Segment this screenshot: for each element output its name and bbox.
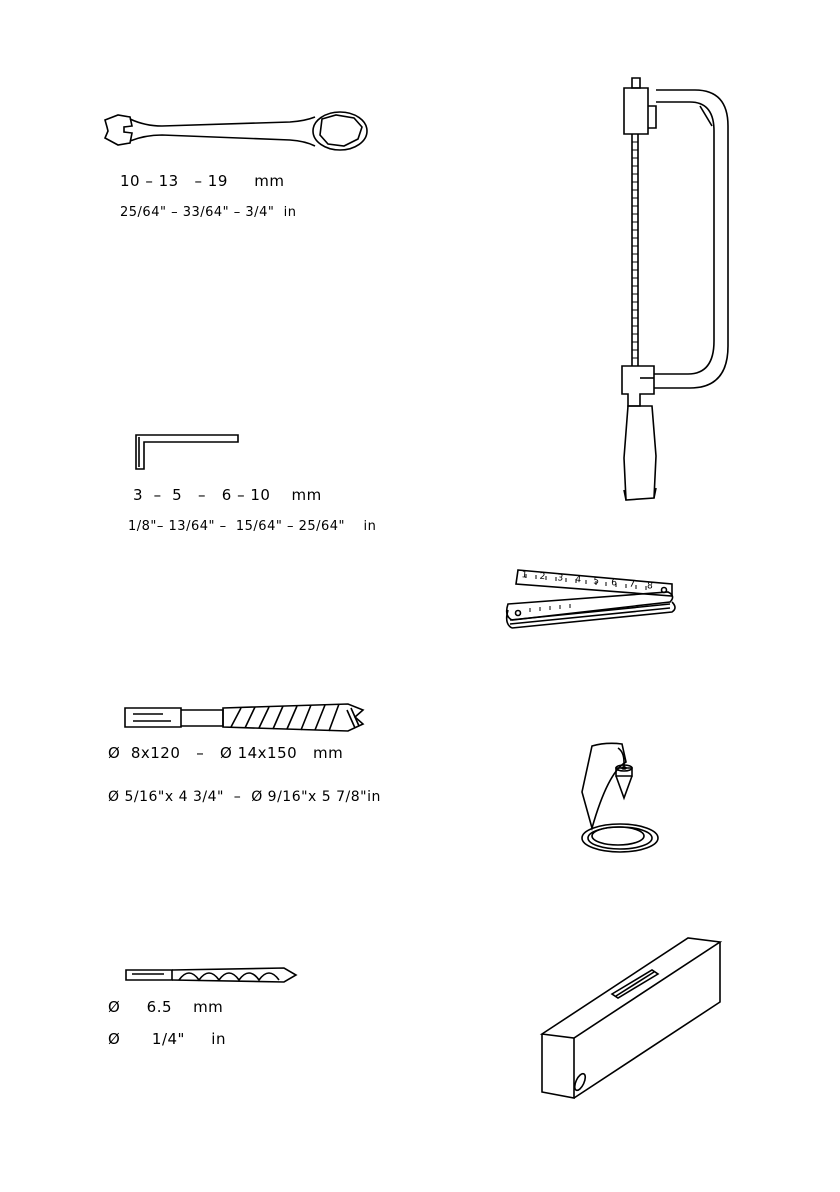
drill-bit-imperial-size: Ø 1/4" in xyxy=(108,1030,226,1048)
wrench-imperial-sizes: 25/64" – 33/64" – 3/4" in xyxy=(120,205,297,220)
masonry-bit-imperial-sizes: Ø 5/16"x 4 3/4" – Ø 9/16"x 5 7/8"in xyxy=(108,789,381,805)
ruler-mark: 4 xyxy=(574,574,582,586)
hacksaw-icon xyxy=(610,76,732,504)
ruler-mark: 5 xyxy=(592,576,600,587)
hex-key-imperial-sizes: 1/8"– 13/64" – 15/64" – 25/64" in xyxy=(128,519,377,534)
ruler-mark: 1 xyxy=(521,570,528,581)
masonry-drill-bit-icon xyxy=(123,700,368,735)
ruler-mark: 8 xyxy=(646,581,654,592)
ruler-mark: 2 xyxy=(539,571,546,583)
hex-key-metric-sizes: 3 – 5 – 6 – 10 mm xyxy=(133,486,322,504)
drill-bit-metric-size: Ø 6.5 mm xyxy=(108,998,224,1016)
twist-drill-bit-icon xyxy=(124,964,299,986)
hex-key-icon xyxy=(130,433,242,475)
ruler-mark: 3 xyxy=(556,573,564,584)
wrench-metric-sizes: 10 – 13 – 19 mm xyxy=(120,172,285,190)
combination-wrench-icon xyxy=(100,105,375,160)
ruler-mark: 7 xyxy=(628,579,636,591)
spirit-level-icon xyxy=(538,934,724,1102)
plumb-bob-icon xyxy=(578,742,664,858)
ruler-mark: 6 xyxy=(610,578,618,589)
masonry-bit-metric-sizes: Ø 8x120 – Ø 14x150 mm xyxy=(108,744,344,762)
